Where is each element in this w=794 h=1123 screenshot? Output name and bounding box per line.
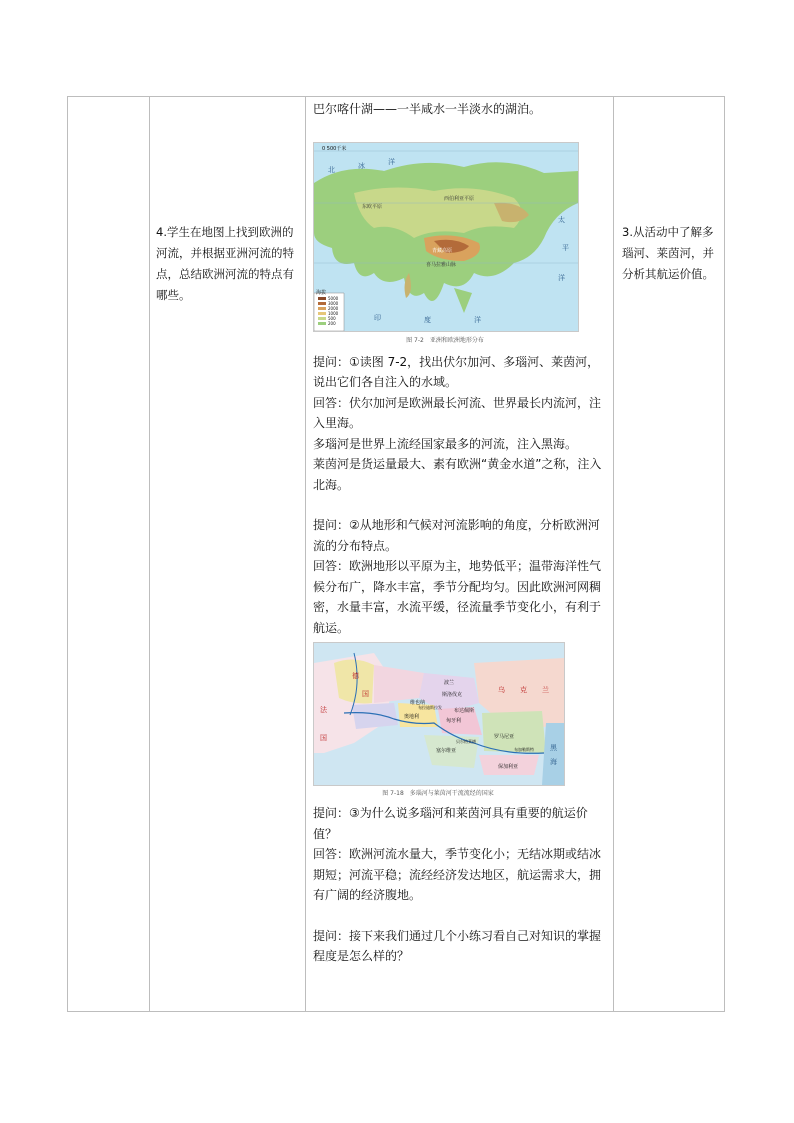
danube-rhine-map bbox=[313, 642, 565, 786]
map1-label: 北 bbox=[328, 165, 335, 174]
map1-label: 东欧平原 bbox=[362, 203, 383, 210]
map2-label: 匈牙利 bbox=[446, 718, 462, 724]
design-intent-text: 3.从活动中了解多瑙河、莱茵河，并分析其航运价值。 bbox=[622, 225, 714, 281]
map2-label: 海 bbox=[550, 758, 557, 766]
map1-label: 度 bbox=[424, 315, 431, 324]
map2-label: 布拉迪斯拉发 bbox=[418, 705, 442, 710]
answer-1a: 回答：伏尔加河是欧洲最长河流、世界最长内流河，注入里海。 bbox=[313, 395, 602, 430]
map1-legend-title: 海拔 bbox=[316, 289, 327, 296]
map2-label: 兰 bbox=[542, 686, 549, 694]
column-1 bbox=[68, 97, 150, 1011]
terrain-map-graphic bbox=[314, 143, 578, 331]
answer-2: 回答：欧洲地形以平原为主，地势低平；温带海洋性气候分布广，降水丰富，季节分配均匀。因此欧洲河网稠密，水量丰富，水流平缓，径流量季节变化小，有利于航运。 bbox=[313, 559, 602, 635]
map1-label: 西伯利亚平原 bbox=[444, 195, 475, 202]
map2-label: 法 bbox=[320, 706, 327, 714]
map2-label: 贝尔格莱德 bbox=[456, 739, 476, 744]
map1-label: 太 bbox=[558, 215, 565, 224]
map2-label: 波兰 bbox=[444, 680, 455, 686]
map2-label: 罗马尼亚 bbox=[494, 734, 515, 740]
map1-label: 冰 bbox=[358, 161, 365, 170]
map2-label: 国 bbox=[320, 734, 327, 742]
map1-label: 青藏高原 bbox=[432, 247, 453, 254]
map2-label: 塞尔维亚 bbox=[436, 748, 457, 754]
column-4-design-intent bbox=[614, 97, 725, 1011]
student-activity-text: 4.学生在地图上找到欧洲的河流，并根据亚洲河流的特点，总结欧洲河流的特点有哪些。 bbox=[156, 225, 294, 302]
top-line: 巴尔喀什湖——一半咸水一半淡水的湖泊。 bbox=[313, 102, 542, 116]
map2-caption: 图 7-18 多瑙河与莱茵河干流流经的国家 bbox=[382, 790, 494, 797]
question-2: 提问：②从地形和气候对河流影响的角度，分析欧洲河流的分布特点。 bbox=[313, 518, 600, 553]
map2-label: 克 bbox=[520, 686, 527, 694]
teaching-content bbox=[313, 97, 609, 967]
map2-label: 布达佩斯 bbox=[454, 708, 475, 714]
map1-scale: 0 500千米 bbox=[322, 145, 347, 152]
map1-label: 洋 bbox=[388, 157, 395, 166]
map2-label: 国 bbox=[362, 690, 369, 698]
answer-1b: 多瑙河是世界上流经国家最多的河流，注入黑海。 bbox=[313, 436, 578, 451]
map1-label: 洋 bbox=[558, 273, 565, 282]
asia-europe-terrain-map bbox=[313, 142, 579, 332]
lesson-table bbox=[67, 96, 725, 1012]
question-4: 提问：接下来我们通过几个小练习看自己对知识的掌握程度是怎么样的？ bbox=[313, 928, 602, 963]
map1-label: 喜马拉雅山脉 bbox=[426, 261, 457, 268]
map2-label: 保加利亚 bbox=[498, 764, 519, 770]
column-2-student-activity bbox=[150, 97, 306, 1011]
map2-label: 黑 bbox=[550, 744, 557, 752]
column-3-teaching-content bbox=[306, 97, 614, 1011]
map1-label: 洋 bbox=[474, 315, 481, 324]
question-1: 提问：①读图 7-2，找出伏尔加河、多瑙河、莱茵河，说出它们各自注入的水域。 bbox=[313, 354, 600, 389]
map1-label: 印 bbox=[374, 313, 381, 322]
map2-label: 维也纳 bbox=[410, 700, 426, 706]
map1-caption: 图 7-2 亚洲和欧洲地形分布 bbox=[406, 336, 484, 344]
map2-label: 乌 bbox=[498, 686, 505, 694]
question-3: 提问：③为什么说多瑙河和莱茵河具有重要的航运价值？ bbox=[313, 806, 588, 841]
map1-legend-values: 5000 3000 2000 1000 500 200 bbox=[328, 295, 339, 326]
answer-1c: 莱茵河是货运量最大、素有欧洲“黄金水道”之称，注入北海。 bbox=[313, 457, 602, 492]
map2-label: 布加勒斯特 bbox=[514, 747, 534, 752]
map1-label: 平 bbox=[562, 243, 569, 252]
danube-map-graphic bbox=[314, 643, 564, 785]
map2-label: 斯洛伐克 bbox=[442, 692, 463, 698]
map2-label: 奥地利 bbox=[404, 714, 420, 720]
map2-label: 德 bbox=[352, 672, 359, 680]
answer-3: 回答：欧洲河流水量大，季节变化小；无结冰期或结冰期短；河流平稳；流经经济发达地区，航运需求大，拥有广阔的经济腹地。 bbox=[313, 847, 602, 902]
